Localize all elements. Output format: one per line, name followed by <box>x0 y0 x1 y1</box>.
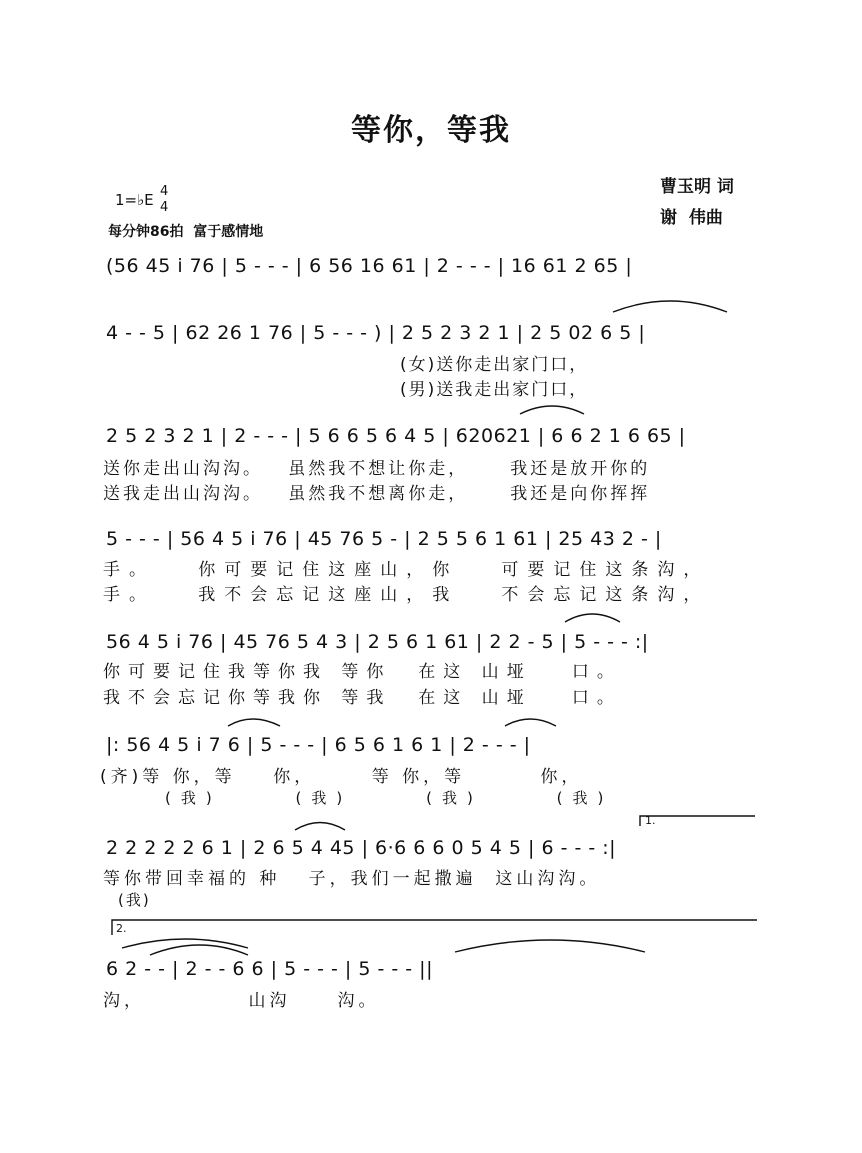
slur-line2 <box>613 301 727 312</box>
score-line-2-notes: 4 - - 5 | 62 26 1 76 | 5 - - - ) | 2 5 2 3 2 1 | 2 5 02 6 5 | <box>106 322 646 344</box>
lyric-line-4-b: 手。 我不会忘记这座山，我 不会忘记这条沟， <box>103 585 710 605</box>
score-line-7-notes: 2 2 2 2 2 6 1 | 2 6 5 4 45 | 6·6 6 6 0 5 4 5 | 6 - - - :| <box>106 837 617 859</box>
composer-credit: 谢 伟曲 <box>660 208 723 228</box>
slur-line7 <box>295 823 345 831</box>
song-title: 等你，等我 <box>351 113 511 148</box>
time-signature-bottom: 4 <box>160 200 169 215</box>
score-line-1-notes: (56 45 i 76 | 5 - - - | 6 56 16 61 | 2 - - - | 16 61 2 65 | <box>106 255 633 277</box>
slur-line6-b <box>505 719 556 726</box>
key-signature: 1=♭E <box>115 191 154 209</box>
lyric-line-5-b: 我不会忘记你等我你 等我 在这 山垭 口。 <box>103 688 622 708</box>
volta-2-label: 2. <box>116 922 127 935</box>
volta-1-bracket <box>640 816 755 826</box>
lyric-line-5-a: 你可要记住我等你我 等你 在这 山垭 口。 <box>103 662 622 682</box>
lyric-line-4-a: 手。 你可要记住这座山，你 可要记住这条沟， <box>103 560 710 580</box>
tempo-marking: 每分钟86拍 富于感情地 <box>108 224 264 240</box>
slur-line5 <box>565 614 620 622</box>
score-line-8-notes: 6 2 - - | 2 - - 6 6 | 5 - - - | 5 - - - || <box>106 958 433 980</box>
slur-line8-a <box>122 939 248 948</box>
time-signature-top: 4 <box>160 184 169 199</box>
score-line-3-notes: 2 5 2 3 2 1 | 2 - - - | 5 6 6 5 6 4 5 | 620621 | 6 6 2 1 6 65 | <box>106 425 686 447</box>
lyric-line-8-a: 沟， 山沟 沟。 <box>103 991 380 1011</box>
slur-line8-b <box>150 945 248 955</box>
score-line-5-notes: 56 4 5 i 76 | 45 76 5 4 3 | 2 5 6 1 61 | 2 2 - 5 | 5 - - - :| <box>106 631 649 653</box>
slur-line6-a <box>228 719 280 726</box>
lyric-line-2-male: (男)送我走出家门口， <box>400 380 589 400</box>
lyric-line-6-a: (齐)等 你，等 你， 等 你，等 你， <box>100 767 583 787</box>
slur-line8-c <box>455 940 645 952</box>
slur-line3 <box>520 406 584 414</box>
lyric-line-2-female: (女)送你走出家门口， <box>400 355 589 375</box>
lyric-line-7-b: (我) <box>118 891 151 909</box>
lyric-line-3-b: 送我走出山沟沟。 虽然我不想离你走， 我还是向你挥挥 <box>103 484 651 504</box>
lyricist-credit: 曹玉明 词 <box>660 177 734 197</box>
volta-1-label: 1. <box>645 814 656 827</box>
score-line-6-notes: |: 56 4 5 i 7 6 | 5 - - - | 6 5 6 1 6 1 | 2 - - - | <box>106 734 531 756</box>
lyric-line-3-a: 送你走出山沟沟。 虽然我不想让你走， 我还是放开你的 <box>103 459 651 479</box>
lyric-line-7-a: 等你带回幸福的 种 子，我们一起撒遍 这山沟沟。 <box>103 869 601 889</box>
lyric-line-6-b: (我) (我) (我) (我) <box>165 789 614 807</box>
volta-2-bracket <box>112 920 757 935</box>
score-line-4-notes: 5 - - - | 56 4 5 i 76 | 45 76 5 - | 2 5 5 6 1 61 | 25 43 2 - | <box>106 528 662 550</box>
